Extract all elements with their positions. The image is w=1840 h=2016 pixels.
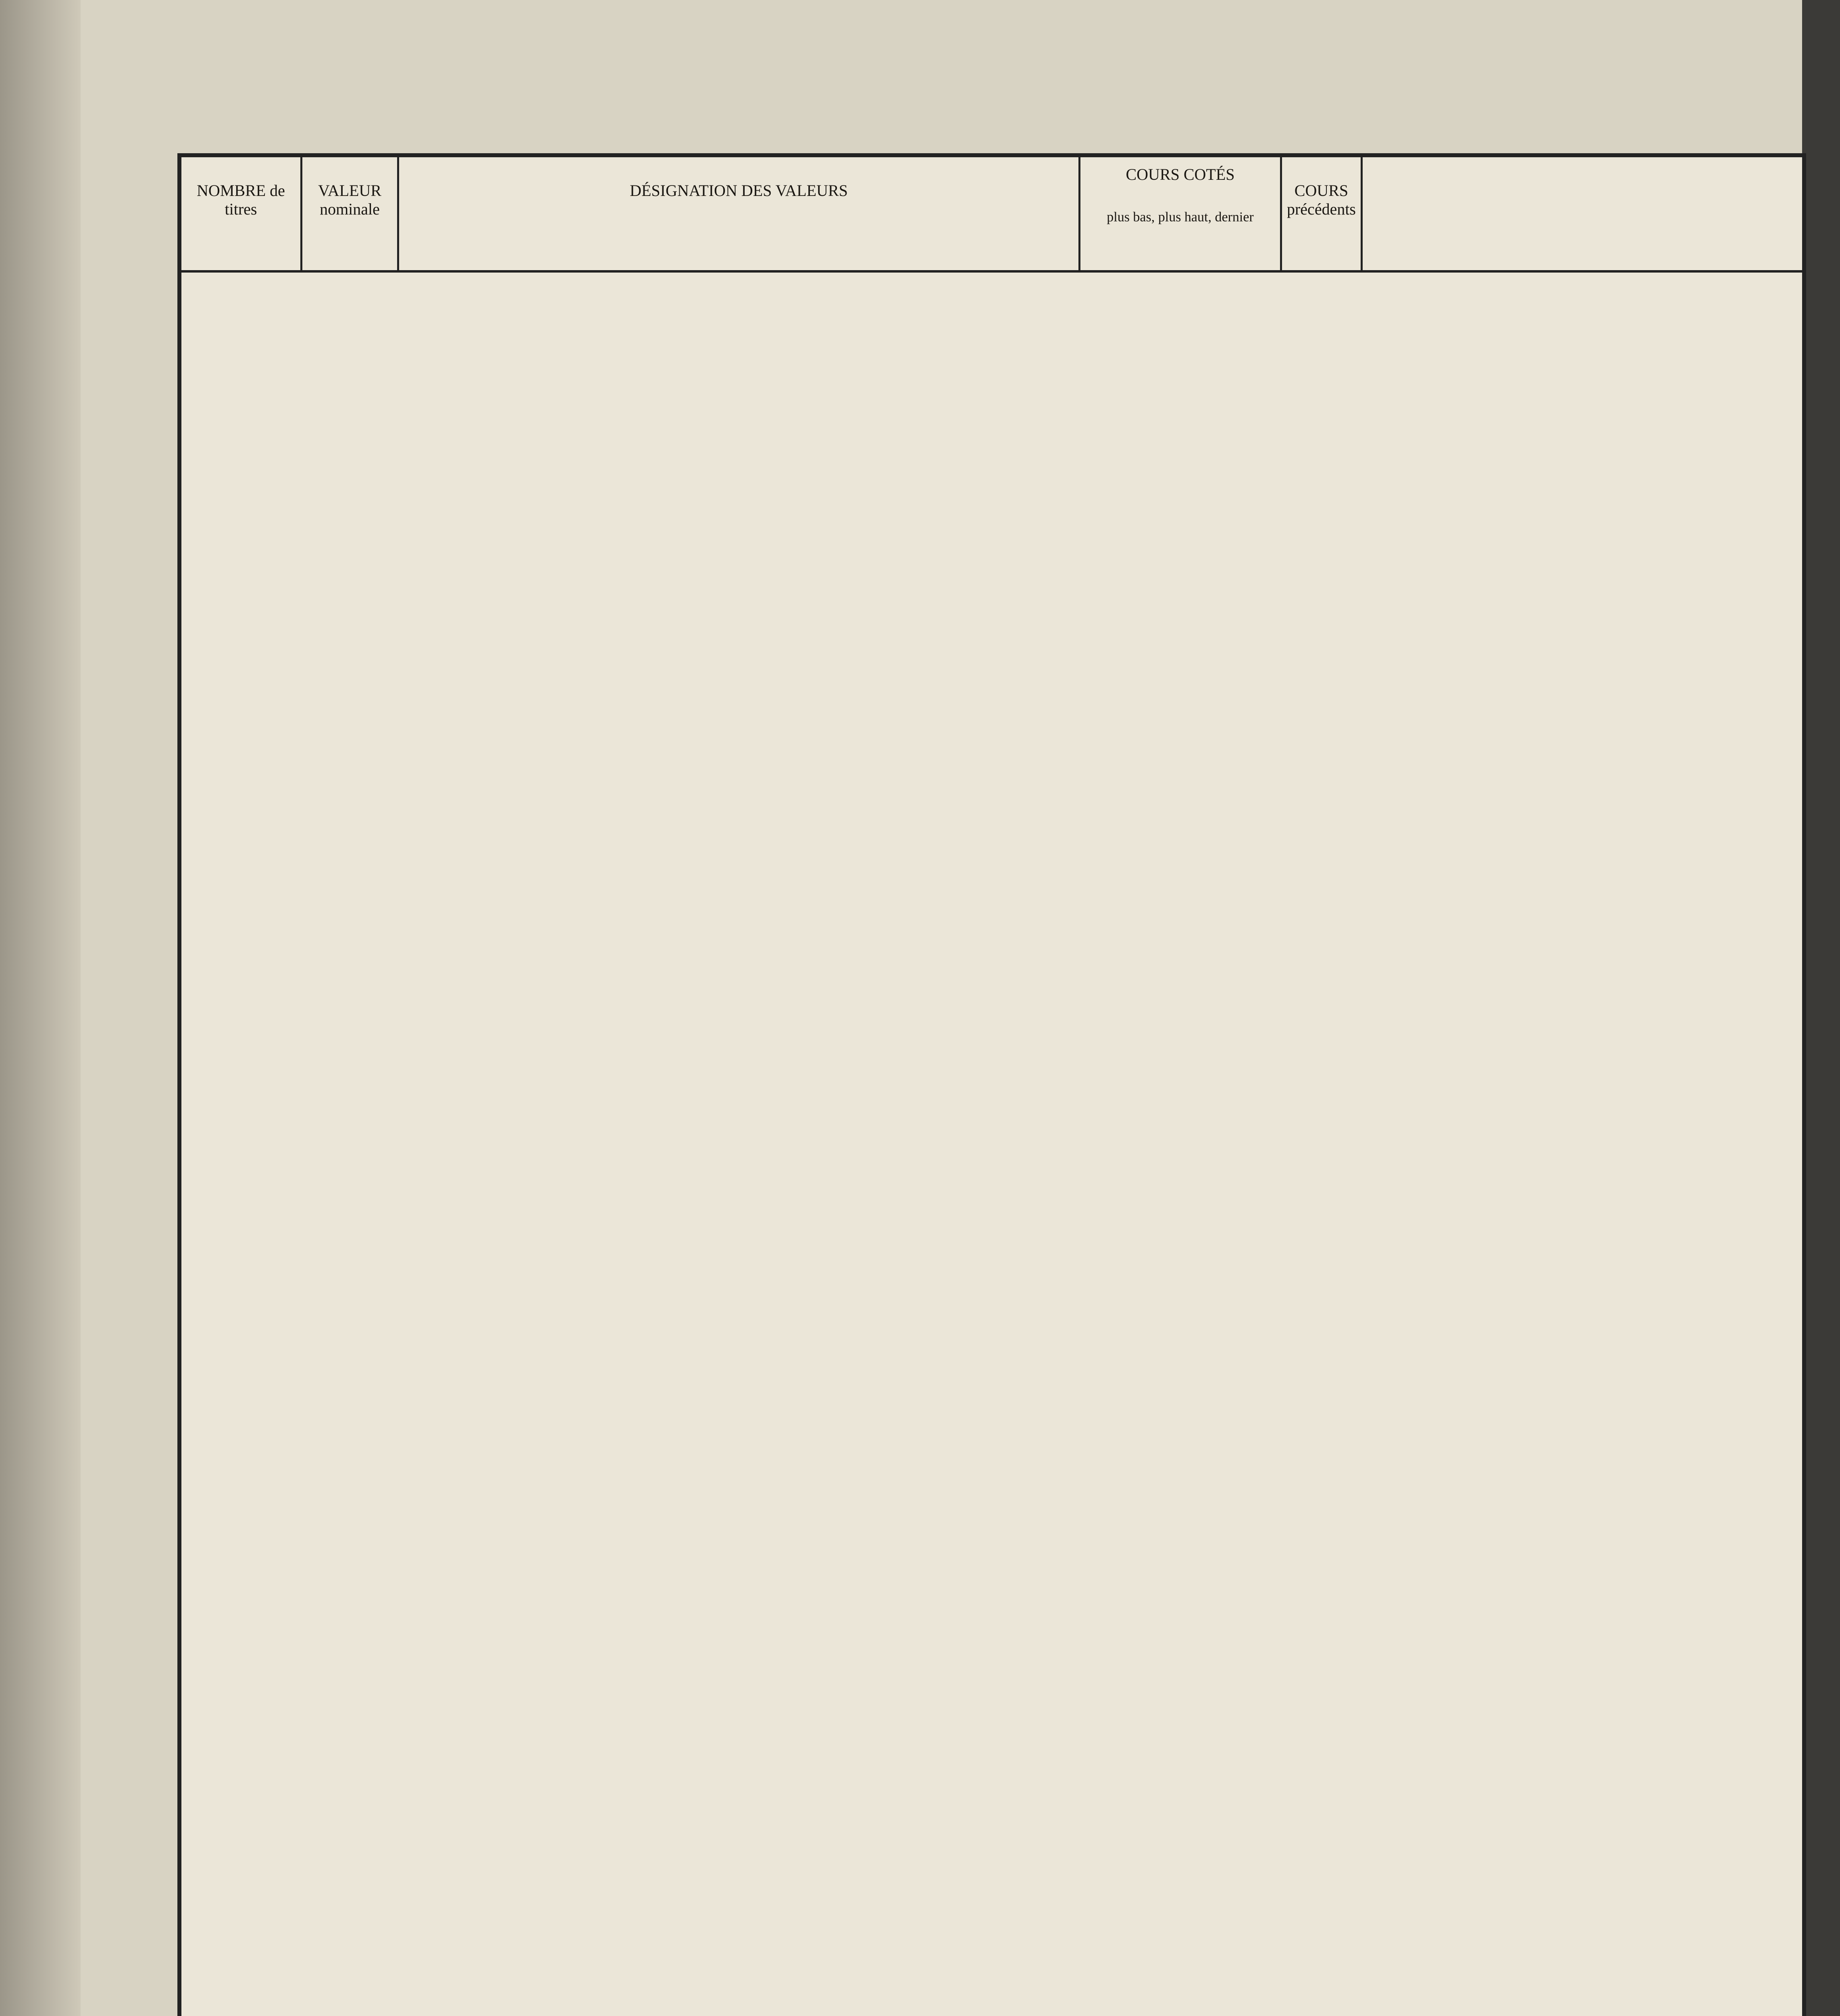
cours-sub-label: plus bas, plus haut, dernier [1107,210,1254,225]
table-header [181,157,1802,273]
cours-cotes-label: COURS COTÉS [1126,165,1235,183]
col-cours-prec: COURS précédents [1282,157,1363,270]
binding-gutter [1802,0,1840,2016]
col-cours-cotes [1080,157,1282,270]
col-designation: DÉSIGNATION DES VALEURS [399,157,1080,270]
col-nombre: NOMBRE de titres [181,157,302,270]
cote-page [177,153,1806,2016]
col-valeur: VALEUR nominale [302,157,399,270]
page-shadow [0,0,81,2016]
